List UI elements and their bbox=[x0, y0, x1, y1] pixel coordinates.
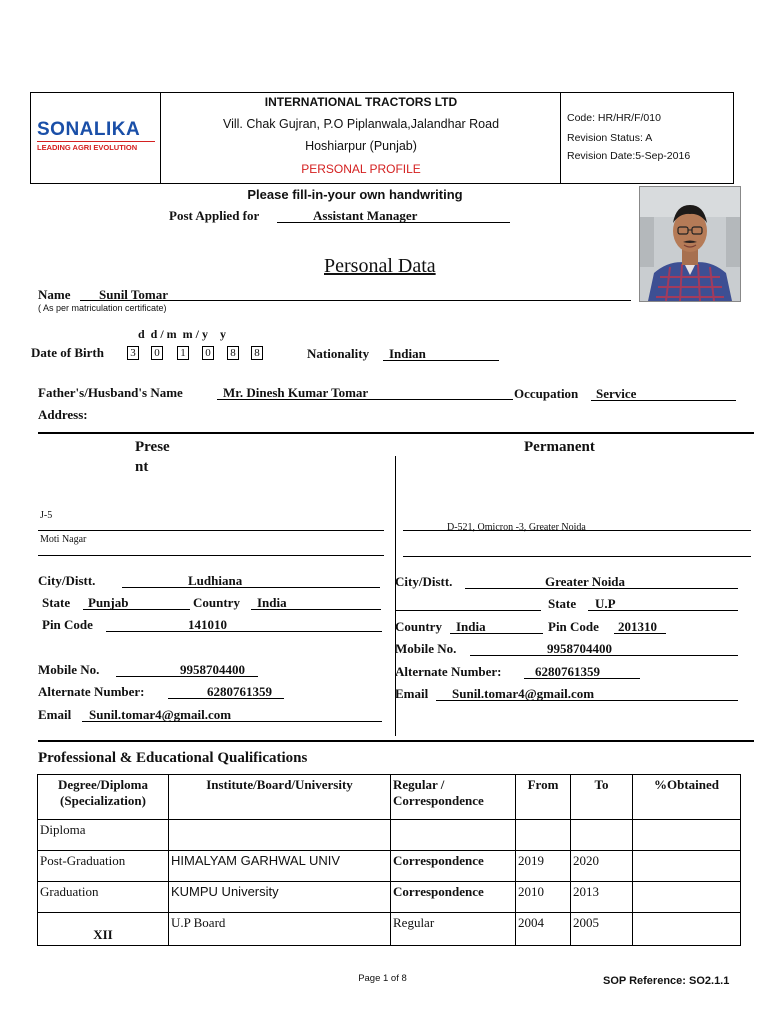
permanent-country-label: Country bbox=[395, 619, 442, 634]
table-cell-degree[interactable]: Post-Graduation bbox=[38, 851, 169, 882]
present-mobile-value[interactable]: 9958704400 bbox=[180, 662, 245, 677]
table-cell-percent[interactable] bbox=[633, 820, 741, 851]
section-title-personal-data: Personal Data bbox=[324, 255, 436, 277]
company-address-line1: Vill. Chak Gujran, P.O Piplanwala,Jalandhar Road bbox=[222, 117, 500, 131]
table-cell-from[interactable]: 2019 bbox=[516, 851, 571, 882]
present-pin-value[interactable]: 141010 bbox=[188, 617, 227, 632]
present-city-value[interactable]: Ludhiana bbox=[188, 573, 243, 588]
father-name-label: Father's/Husband's Name bbox=[38, 385, 183, 400]
applicant-photo bbox=[639, 186, 741, 302]
father-name-value[interactable]: Mr. Dinesh Kumar Tomar bbox=[223, 385, 369, 400]
present-state-value[interactable]: Punjab bbox=[88, 595, 129, 610]
revision-date: Revision Date:5-Sep-2016 bbox=[567, 150, 691, 162]
page-number: Page 1 of 8 bbox=[358, 973, 407, 984]
company-logo: SONALIKA bbox=[37, 119, 141, 140]
present-alt-label: Alternate Number: bbox=[38, 684, 145, 699]
present-email-label: Email bbox=[38, 707, 72, 722]
present-city-underline bbox=[122, 587, 380, 588]
permanent-pin-value[interactable]: 201310 bbox=[618, 619, 657, 634]
table-row bbox=[38, 820, 741, 851]
present-country-label: Country bbox=[193, 595, 240, 610]
nationality-value[interactable]: Indian bbox=[389, 346, 426, 361]
revision-status: Revision Status: A bbox=[567, 132, 653, 144]
nationality-label: Nationality bbox=[307, 346, 370, 361]
qualifications-table bbox=[37, 774, 741, 946]
table-row bbox=[38, 913, 741, 946]
qualifications-top-rule bbox=[38, 740, 754, 742]
logo-tagline: LEADING AGRI EVOLUTION bbox=[37, 143, 138, 152]
table-cell-degree[interactable]: XII bbox=[38, 913, 169, 946]
name-value[interactable]: Sunil Tomar bbox=[99, 287, 169, 302]
column-header-to: To bbox=[571, 775, 633, 820]
table-cell-institute[interactable] bbox=[169, 820, 391, 851]
present-country-value[interactable]: India bbox=[257, 595, 287, 610]
present-heading-line2: nt bbox=[135, 459, 149, 475]
permanent-country-value[interactable]: India bbox=[456, 619, 486, 634]
table-cell-to[interactable]: 2020 bbox=[571, 851, 633, 882]
table-cell-degree[interactable]: Diploma bbox=[38, 820, 169, 851]
form-title: PERSONAL PROFILE bbox=[301, 162, 421, 176]
column-header-degree: Degree/Diploma (Specialization) bbox=[38, 775, 169, 820]
permanent-pin-label: Pin Code bbox=[548, 619, 599, 634]
table-cell-from[interactable]: 2004 bbox=[516, 913, 571, 946]
permanent-alt-value[interactable]: 6280761359 bbox=[535, 664, 600, 679]
column-header-mode: Regular / Correspondence bbox=[391, 775, 516, 820]
permanent-mobile-value[interactable]: 9958704400 bbox=[547, 641, 612, 656]
present-pin-underline bbox=[106, 631, 382, 632]
dob-digit-2[interactable]: 0 bbox=[151, 346, 163, 360]
company-name: INTERNATIONAL TRACTORS LTD bbox=[264, 95, 458, 109]
permanent-address-line1[interactable]: D-521, Omicron -3, Greater Noida bbox=[447, 522, 586, 533]
instructions-text: Please fill-in-your own handwriting bbox=[247, 187, 463, 202]
table-cell-percent[interactable] bbox=[633, 913, 741, 946]
table-cell-to[interactable]: 2013 bbox=[571, 882, 633, 913]
document-code: Code: HR/HR/F/010 bbox=[567, 112, 661, 124]
table-cell-institute[interactable]: KUMPU University bbox=[169, 882, 391, 913]
permanent-mobile-label: Mobile No. bbox=[395, 641, 457, 656]
present-address-line1[interactable]: J-5 bbox=[40, 510, 53, 521]
table-cell-from[interactable]: 2010 bbox=[516, 882, 571, 913]
present-line1-underline bbox=[38, 530, 384, 531]
table-cell-institute[interactable]: HIMALYAM GARHWAL UNIV bbox=[169, 851, 391, 882]
table-cell-mode[interactable]: Correspondence bbox=[391, 882, 516, 913]
post-label: Post Applied for bbox=[169, 208, 260, 223]
table-cell-degree[interactable]: Graduation bbox=[38, 882, 169, 913]
header-box bbox=[30, 92, 734, 184]
permanent-line1-underline bbox=[403, 530, 751, 531]
applicant-photo-image bbox=[640, 187, 740, 301]
dob-digit-4[interactable]: 0 bbox=[202, 346, 214, 360]
permanent-state-value[interactable]: U.P bbox=[595, 596, 616, 611]
dob-label: Date of Birth bbox=[31, 345, 104, 360]
company-address-cell bbox=[161, 93, 561, 183]
table-row bbox=[38, 851, 741, 882]
occupation-value[interactable]: Service bbox=[596, 386, 637, 401]
dob-digit-6[interactable]: 8 bbox=[251, 346, 263, 360]
present-heading-line1: Prese bbox=[135, 439, 170, 455]
present-city-label: City/Distt. bbox=[38, 573, 96, 588]
table-cell-to[interactable]: 2005 bbox=[571, 913, 633, 946]
column-header-institute: Institute/Board/University bbox=[169, 775, 391, 820]
present-address-line2[interactable]: Moti Nagar bbox=[40, 534, 87, 545]
name-note: ( As per matriculation certificate) bbox=[38, 303, 167, 313]
dob-digit-5[interactable]: 8 bbox=[227, 346, 239, 360]
table-cell-mode[interactable]: Correspondence bbox=[391, 851, 516, 882]
permanent-email-value[interactable]: Sunil.tomar4@gmail.com bbox=[452, 686, 595, 701]
dob-digit-3[interactable]: 1 bbox=[177, 346, 189, 360]
table-row bbox=[38, 882, 741, 913]
table-cell-institute[interactable]: U.P Board bbox=[169, 913, 391, 946]
present-mobile-label: Mobile No. bbox=[38, 662, 100, 677]
present-alt-value[interactable]: 6280761359 bbox=[207, 684, 272, 699]
permanent-line2-underline bbox=[403, 556, 751, 557]
column-header-percent: %Obtained bbox=[633, 775, 741, 820]
post-value[interactable]: Assistant Manager bbox=[313, 208, 418, 223]
logo-rule bbox=[37, 141, 155, 142]
qualifications-header-row bbox=[38, 775, 741, 820]
table-cell-from[interactable] bbox=[516, 820, 571, 851]
present-email-value[interactable]: Sunil.tomar4@gmail.com bbox=[89, 707, 232, 722]
permanent-email-label: Email bbox=[395, 686, 429, 701]
present-line2-underline bbox=[38, 555, 384, 556]
qualifications-title: Professional & Educational Qualifications bbox=[38, 750, 308, 766]
table-cell-percent[interactable] bbox=[633, 851, 741, 882]
permanent-alt-label: Alternate Number: bbox=[395, 664, 502, 679]
present-state-label: State bbox=[42, 595, 71, 610]
table-cell-to[interactable] bbox=[571, 820, 633, 851]
name-label: Name bbox=[38, 287, 71, 302]
permanent-city-value[interactable]: Greater Noida bbox=[545, 574, 626, 589]
column-header-from: From bbox=[516, 775, 571, 820]
table-cell-mode[interactable] bbox=[391, 820, 516, 851]
sop-reference: SOP Reference: SO2.1.1 bbox=[603, 975, 730, 987]
address-top-rule bbox=[38, 432, 754, 434]
permanent-heading: Permanent bbox=[524, 439, 595, 455]
permanent-state-label: State bbox=[548, 596, 577, 611]
table-cell-mode[interactable]: Regular bbox=[391, 913, 516, 946]
present-pin-label: Pin Code bbox=[42, 617, 93, 632]
permanent-city-label: City/Distt. bbox=[395, 574, 453, 589]
document-code-cell bbox=[561, 93, 735, 183]
address-label: Address: bbox=[38, 407, 88, 422]
logo-cell bbox=[31, 93, 161, 183]
dob-format-label: d d / m m / y y bbox=[138, 327, 227, 341]
company-address-line2: Hoshiarpur (Punjab) bbox=[305, 139, 417, 153]
permanent-blank-underline bbox=[395, 610, 541, 611]
table-cell-percent[interactable] bbox=[633, 882, 741, 913]
dob-digit-1[interactable]: 3 bbox=[127, 346, 139, 360]
occupation-label: Occupation bbox=[514, 386, 579, 401]
